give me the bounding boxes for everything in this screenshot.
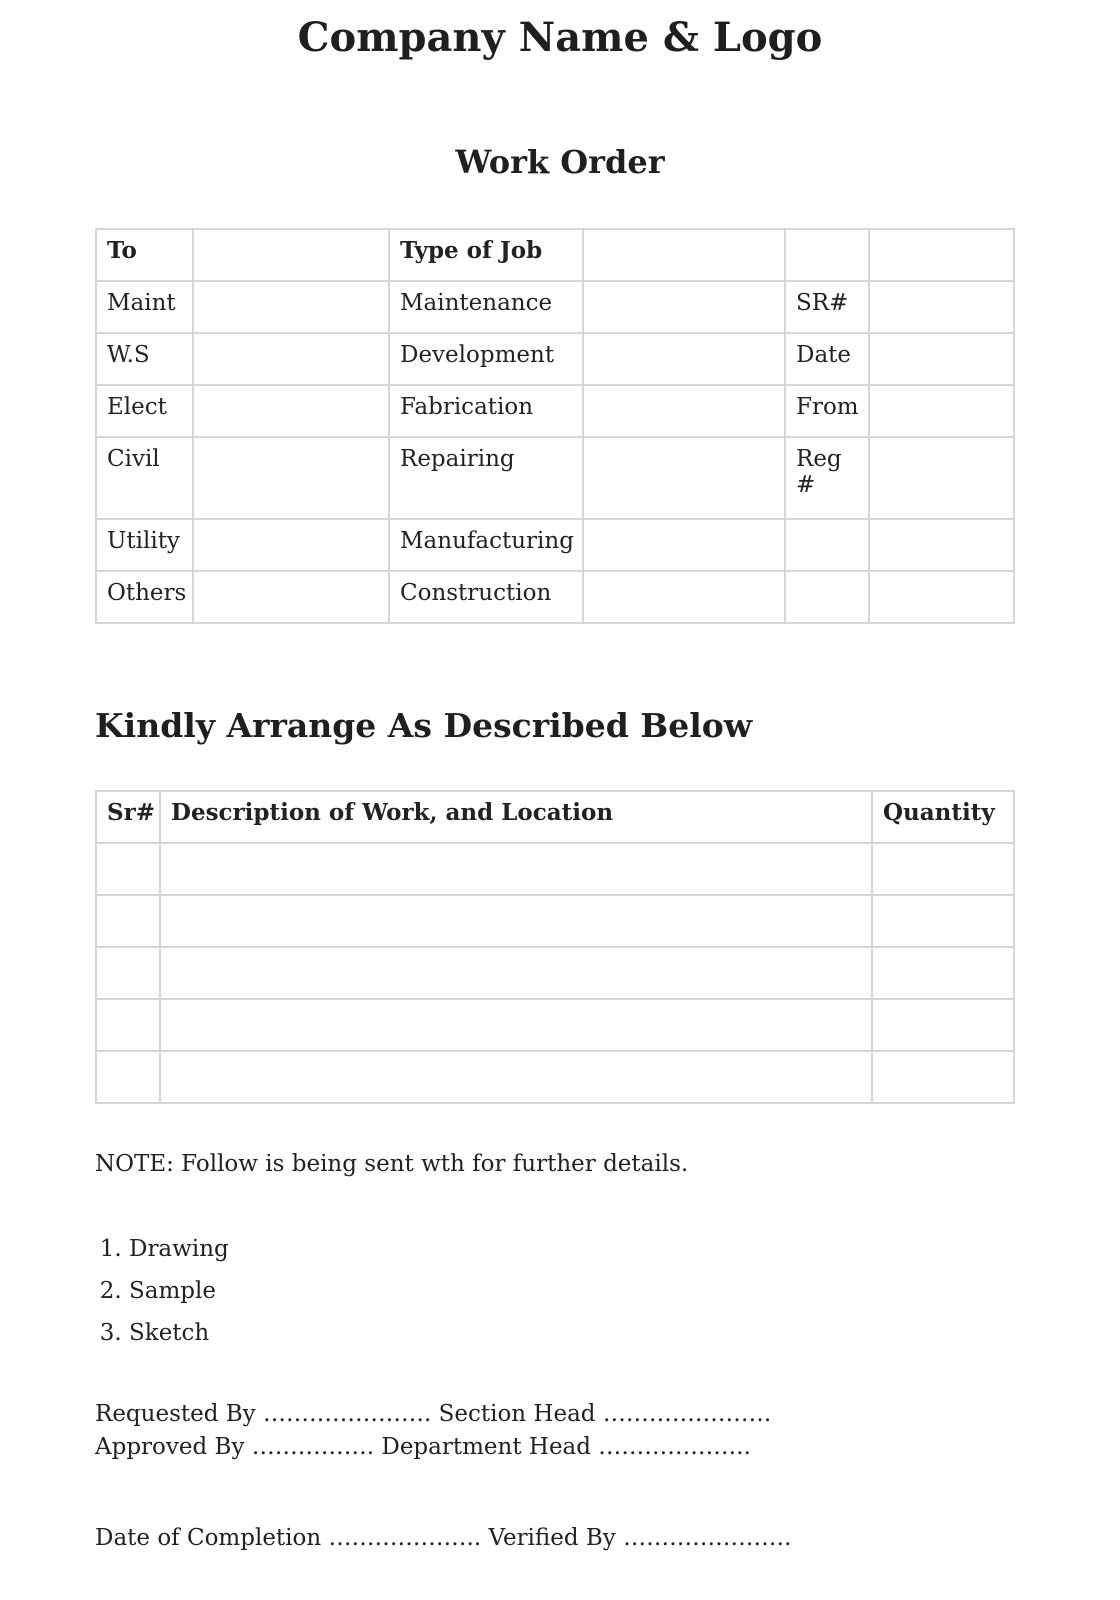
sr-cell[interactable]	[96, 843, 160, 895]
attachments-list	[95, 1228, 229, 1354]
to-header: To	[96, 229, 193, 281]
work-description-table	[95, 790, 1015, 1104]
job-type-value-cell[interactable]	[583, 519, 785, 571]
info-label-cell	[785, 229, 869, 281]
job-type-value-cell[interactable]	[583, 437, 785, 519]
department-label: Civil	[96, 437, 193, 519]
verified-by-field[interactable]: Verified By ………………….	[488, 1525, 792, 1551]
date-of-completion-field[interactable]: Date of Completion ………………..	[95, 1525, 482, 1551]
sr-column-header: Sr#	[96, 791, 160, 843]
approved-by-field[interactable]: Approved By …………….	[95, 1434, 375, 1460]
from-label: From	[785, 385, 869, 437]
job-type-label: Maintenance	[389, 281, 583, 333]
department-label: Elect	[96, 385, 193, 437]
date-label: Date	[785, 333, 869, 385]
table-row	[96, 437, 1014, 519]
department-value-cell[interactable]	[193, 385, 389, 437]
reg-number-value-cell[interactable]	[869, 437, 1014, 519]
form-title: Work Order	[455, 143, 665, 181]
table-row	[96, 843, 1014, 895]
department-label: Utility	[96, 519, 193, 571]
department-label: Others	[96, 571, 193, 623]
note-text: NOTE: Follow is being sent wth for further details.	[95, 1151, 689, 1177]
table-row	[96, 229, 1014, 281]
sr-number-label: SR#	[785, 281, 869, 333]
description-cell[interactable]	[160, 1051, 872, 1103]
list-item: 3. Sketch	[129, 1312, 229, 1354]
department-value-cell[interactable]	[193, 281, 389, 333]
requested-by-field[interactable]: Requested By ………………….	[95, 1401, 432, 1427]
department-value-cell[interactable]	[193, 333, 389, 385]
quantity-cell[interactable]	[872, 999, 1014, 1051]
date-value-cell[interactable]	[869, 333, 1014, 385]
job-type-label: Construction	[389, 571, 583, 623]
signature-block-bottom	[95, 1522, 1055, 1555]
sr-cell[interactable]	[96, 895, 160, 947]
description-cell[interactable]	[160, 895, 872, 947]
quantity-cell[interactable]	[872, 843, 1014, 895]
job-type-label: Development	[389, 333, 583, 385]
from-value-cell[interactable]	[869, 385, 1014, 437]
department-head-field[interactable]: Department Head ………………..	[381, 1434, 751, 1460]
table-header-row	[96, 791, 1014, 843]
table-row	[96, 385, 1014, 437]
table-row	[96, 895, 1014, 947]
table-row	[96, 1051, 1014, 1103]
department-value-cell[interactable]	[193, 571, 389, 623]
department-value-cell[interactable]	[193, 519, 389, 571]
section-heading: Kindly Arrange As Described Below	[95, 706, 753, 745]
type-of-job-header: Type of Job	[389, 229, 583, 281]
sr-cell[interactable]	[96, 999, 160, 1051]
table-row	[96, 333, 1014, 385]
job-type-value-cell[interactable]	[583, 571, 785, 623]
info-value-cell[interactable]	[869, 519, 1014, 571]
job-type-value-cell[interactable]	[583, 333, 785, 385]
sr-cell[interactable]	[96, 947, 160, 999]
job-type-label: Manufacturing	[389, 519, 583, 571]
info-value-cell[interactable]	[869, 229, 1014, 281]
quantity-cell[interactable]	[872, 895, 1014, 947]
reg-number-label: Reg #	[785, 437, 869, 519]
job-type-table	[95, 228, 1015, 624]
company-name: Company Name & Logo	[297, 14, 823, 61]
signature-block-top	[95, 1398, 1055, 1464]
department-value-cell[interactable]	[193, 437, 389, 519]
table-row	[96, 519, 1014, 571]
job-type-value-cell[interactable]	[583, 281, 785, 333]
table-row	[96, 571, 1014, 623]
department-label: W.S	[96, 333, 193, 385]
type-of-job-value-cell[interactable]	[583, 229, 785, 281]
list-item: 2. Sample	[129, 1270, 229, 1312]
job-type-label: Fabrication	[389, 385, 583, 437]
info-label-cell	[785, 571, 869, 623]
quantity-cell[interactable]	[872, 947, 1014, 999]
job-type-value-cell[interactable]	[583, 385, 785, 437]
table-row	[96, 999, 1014, 1051]
sr-number-value-cell[interactable]	[869, 281, 1014, 333]
description-cell[interactable]	[160, 999, 872, 1051]
quantity-cell[interactable]	[872, 1051, 1014, 1103]
list-item: 1. Drawing	[129, 1228, 229, 1270]
section-head-field[interactable]: Section Head ………………….	[438, 1401, 772, 1427]
table-row	[96, 281, 1014, 333]
to-value-cell[interactable]	[193, 229, 389, 281]
description-cell[interactable]	[160, 843, 872, 895]
quantity-column-header: Quantity	[872, 791, 1014, 843]
info-value-cell[interactable]	[869, 571, 1014, 623]
description-column-header: Description of Work, and Location	[160, 791, 872, 843]
department-label: Maint	[96, 281, 193, 333]
table-row	[96, 947, 1014, 999]
job-type-label: Repairing	[389, 437, 583, 519]
description-cell[interactable]	[160, 947, 872, 999]
sr-cell[interactable]	[96, 1051, 160, 1103]
info-label-cell	[785, 519, 869, 571]
